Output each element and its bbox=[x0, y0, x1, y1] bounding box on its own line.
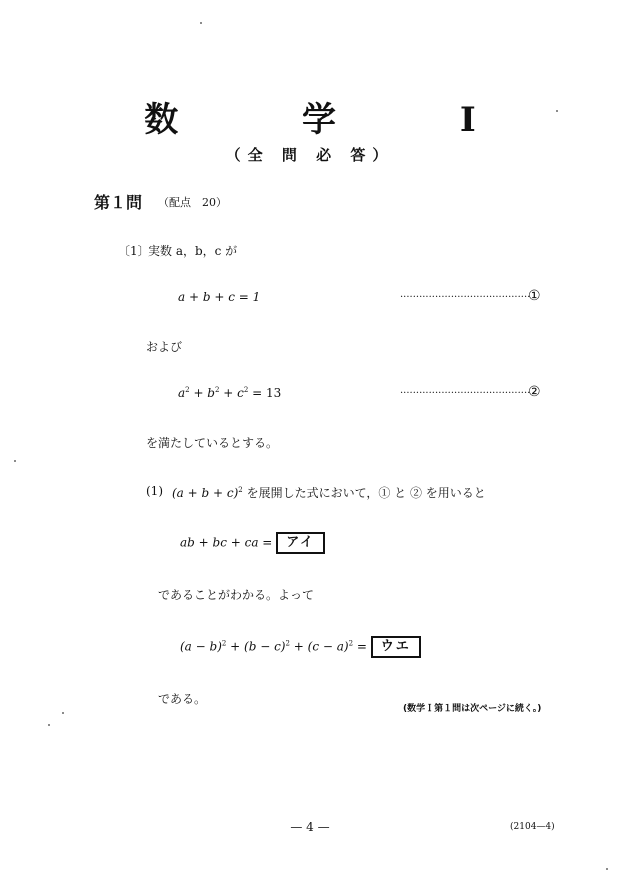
page-subtitle: （全 問 必 答） bbox=[225, 146, 395, 164]
scan-speck bbox=[62, 712, 64, 714]
scan-speck bbox=[48, 724, 50, 726]
condition-text: を満たしているとする。 bbox=[146, 436, 279, 450]
page-title: 数 学 I bbox=[144, 100, 532, 140]
continuation-note: (数学Ｉ第１問は次ページに続く。) bbox=[403, 704, 542, 714]
end-text: である。 bbox=[158, 692, 207, 706]
eq2-exp-c: 2 bbox=[243, 386, 249, 394]
page-number: — 4 — bbox=[290, 820, 330, 834]
equation-1-marker: ① bbox=[528, 288, 541, 304]
equation-2-leader-dots: ········································· bbox=[400, 388, 531, 399]
sub-question-1-label: (1) bbox=[146, 484, 163, 498]
r2-eq: = bbox=[353, 639, 367, 654]
eq2-rhs: = 13 bbox=[248, 386, 282, 400]
points-note: （配点 20） bbox=[158, 196, 227, 209]
eq2-a: a bbox=[178, 386, 186, 400]
conjunction-text: および bbox=[146, 340, 183, 354]
sub1-rest: を展開した式において，① と ② を用いると bbox=[242, 486, 486, 500]
eq2-b: + b bbox=[189, 386, 215, 400]
result-1-expr: ab + bc + ca = bbox=[180, 535, 273, 550]
r2-p2: + (b − c) bbox=[226, 639, 286, 654]
question-heading: 第１問 bbox=[94, 193, 143, 212]
answer-box-ue[interactable]: ウエ bbox=[371, 636, 421, 658]
eq2-c: + c bbox=[219, 386, 244, 400]
equation-1: a + b + c = 1 bbox=[178, 290, 261, 304]
sub-question-1-text bbox=[172, 484, 486, 501]
scan-speck bbox=[200, 22, 202, 24]
scan-speck bbox=[606, 868, 608, 870]
scan-speck bbox=[556, 110, 558, 112]
result-1 bbox=[180, 532, 325, 554]
r2-exp2: 2 bbox=[285, 639, 290, 648]
r2-p1: (a − b) bbox=[180, 639, 222, 654]
r2-exp3: 2 bbox=[348, 639, 354, 648]
intro-text: 実数 a，b，c が bbox=[148, 244, 238, 258]
equation-1-leader-dots: ········································· bbox=[400, 292, 531, 303]
mid-text: であることがわかる。よって bbox=[158, 588, 315, 602]
page-code: (2104—4) bbox=[510, 822, 555, 832]
eq2-exp-a: 2 bbox=[185, 386, 190, 394]
answer-box-ai[interactable]: アイ bbox=[276, 532, 325, 554]
sub1-expr: (a + b + c) bbox=[172, 486, 239, 500]
r2-exp1: 2 bbox=[221, 639, 227, 648]
eq2-exp-b: 2 bbox=[215, 386, 220, 394]
sub1-exp: 2 bbox=[238, 486, 243, 494]
scan-speck bbox=[14, 460, 16, 462]
result-2 bbox=[180, 636, 421, 658]
part-label: 〔1〕 bbox=[118, 244, 150, 258]
equation-2 bbox=[178, 386, 281, 400]
equation-2-marker: ② bbox=[528, 384, 541, 400]
r2-p3: + (c − a) bbox=[289, 639, 349, 654]
